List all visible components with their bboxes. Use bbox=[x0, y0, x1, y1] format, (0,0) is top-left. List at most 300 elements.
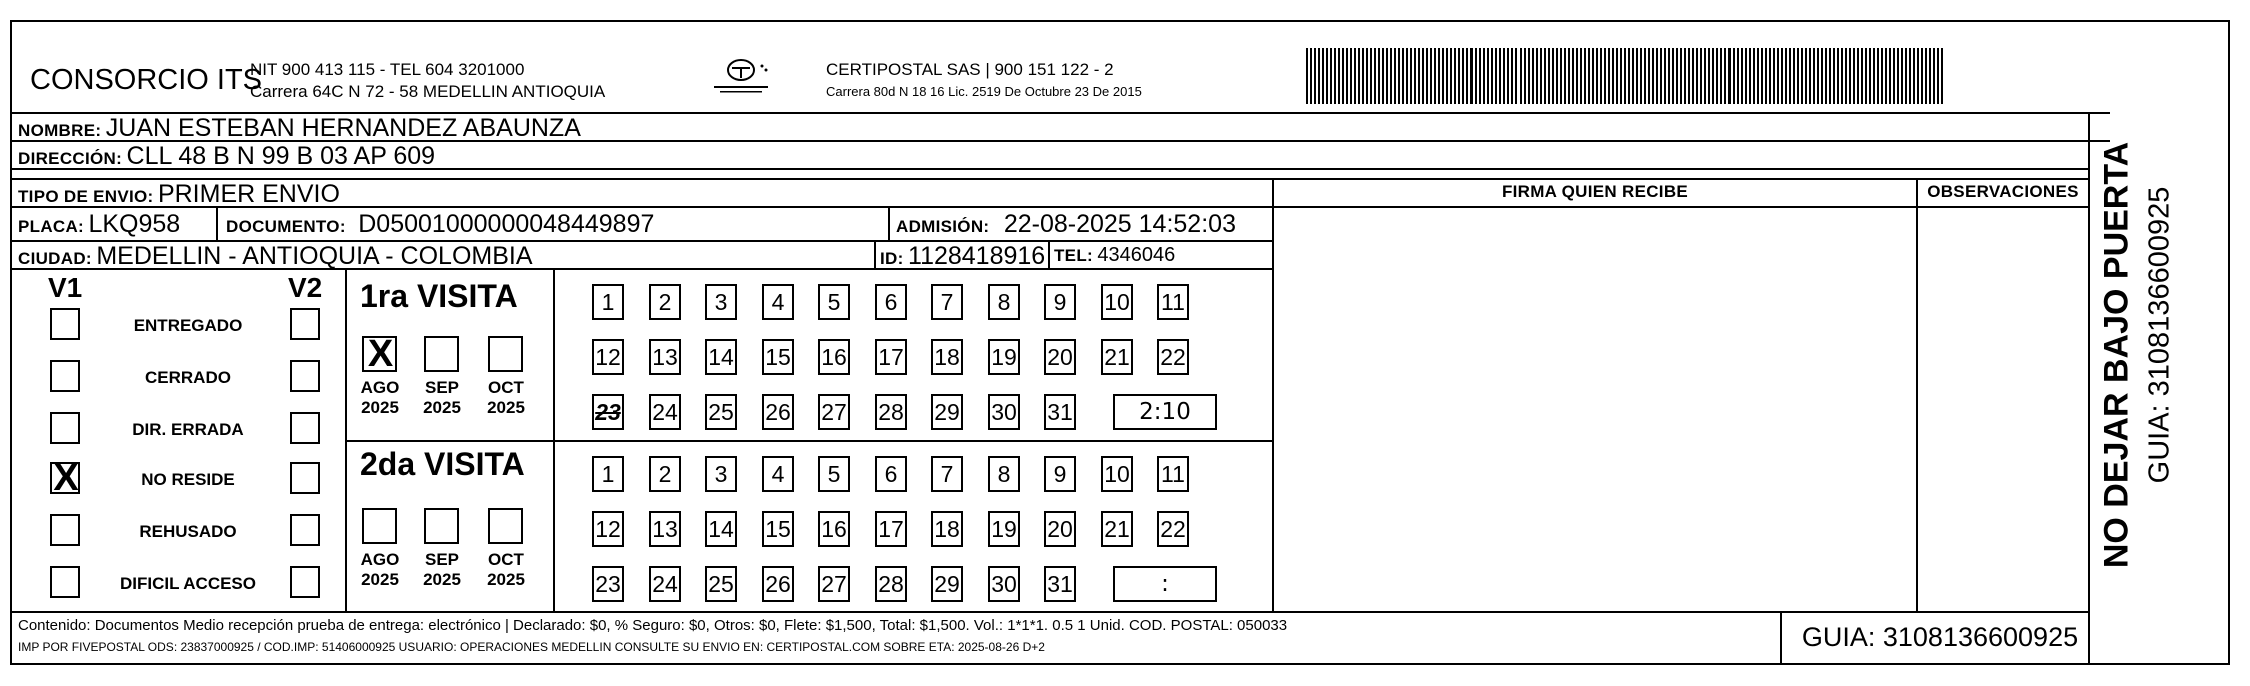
month-checkbox[interactable] bbox=[488, 508, 523, 544]
status-v2-checkbox[interactable] bbox=[290, 412, 320, 444]
day-box[interactable]: 18 bbox=[931, 511, 963, 547]
month-label bbox=[350, 378, 410, 418]
status-v1-checkbox[interactable] bbox=[50, 412, 80, 444]
month-name: SEP bbox=[424, 378, 460, 397]
placa-label: PLACA: bbox=[18, 217, 85, 236]
day-box[interactable]: 18 bbox=[931, 339, 963, 375]
barcode-bar bbox=[1462, 48, 1464, 104]
day-box[interactable]: 5 bbox=[818, 284, 850, 320]
day-box[interactable]: 7 bbox=[931, 284, 963, 320]
barcode-bar bbox=[1668, 48, 1670, 104]
barcode-bar bbox=[1560, 48, 1562, 104]
barcode-bar bbox=[1306, 48, 1308, 104]
barcode-bar bbox=[1386, 48, 1388, 104]
footer-imp: IMP POR FIVEPOSTAL ODS: 23837000925 / COD.IMP: 51406000925 USUARIO: OPERACIONES MEDELLIN CONSULTE SU ENVIO EN: CERTIPOSTAL.COM SOBRE ETA: 2025-08-26 D+2 bbox=[18, 640, 1045, 654]
barcode-bar bbox=[1466, 48, 1468, 104]
barcode-bar bbox=[1398, 48, 1400, 104]
barcode-bar bbox=[1418, 48, 1420, 104]
barcode-bar bbox=[1552, 48, 1554, 104]
barcode-bar bbox=[1660, 48, 1662, 104]
barcode-bar bbox=[1865, 48, 1867, 104]
check-mark-icon: X bbox=[53, 457, 79, 499]
visit2-title: 2da VISITA bbox=[360, 446, 525, 482]
day-box[interactable]: 24 bbox=[649, 566, 681, 602]
barcode-bar bbox=[1929, 48, 1931, 104]
barcode-bar bbox=[1833, 48, 1835, 104]
month-year: 2025 bbox=[487, 398, 525, 417]
barcode-bar bbox=[1604, 48, 1606, 104]
barcode-bar bbox=[1402, 48, 1404, 104]
day-box[interactable]: 29 bbox=[931, 566, 963, 602]
barcode-bar bbox=[1628, 48, 1630, 104]
day-box[interactable]: 14 bbox=[705, 339, 737, 375]
day-box[interactable]: 31 bbox=[1044, 566, 1076, 602]
barcode-bar bbox=[1921, 48, 1923, 104]
barcode-bar bbox=[1632, 48, 1634, 104]
day-box[interactable]: 17 bbox=[875, 339, 907, 375]
barcode-bar bbox=[1941, 48, 1943, 104]
company-nit: NIT 900 413 115 - TEL 604 3201000 bbox=[250, 60, 525, 79]
day-box[interactable]: 12 bbox=[592, 511, 624, 547]
status-v1-checkbox[interactable] bbox=[50, 566, 80, 598]
day-box[interactable]: 16 bbox=[818, 511, 850, 547]
barcode-bar bbox=[1374, 48, 1376, 104]
day-box[interactable]: 16 bbox=[818, 339, 850, 375]
barcode-bar bbox=[1652, 48, 1654, 104]
barcode-bar bbox=[1861, 48, 1863, 104]
month-label bbox=[476, 550, 536, 590]
barcode-bar bbox=[1572, 48, 1574, 104]
id-label: ID: bbox=[880, 249, 904, 268]
carrier-address: Carrera 80d N 18 16 Lic. 2519 De Octubre 23 De 2015 bbox=[826, 84, 1142, 99]
divider bbox=[2088, 112, 2090, 664]
status-v2-checkbox[interactable] bbox=[290, 566, 320, 598]
month-year: 2025 bbox=[361, 398, 399, 417]
barcode-bar bbox=[1905, 48, 1907, 104]
day-box[interactable]: 13 bbox=[649, 511, 681, 547]
id-value: 1128418916 bbox=[908, 242, 1046, 270]
month-name: AGO bbox=[360, 550, 400, 569]
barcode-bar bbox=[1358, 48, 1360, 104]
barcode-bar bbox=[1789, 48, 1791, 104]
barcode-bar bbox=[1354, 48, 1356, 104]
barcode-bar bbox=[1382, 48, 1384, 104]
status-label: CERRADO bbox=[145, 368, 231, 387]
barcode-bar bbox=[1596, 48, 1598, 104]
barcode-bar bbox=[1688, 48, 1690, 104]
ciudad-value: MEDELLIN - ANTIOQUIA - COLOMBIA bbox=[96, 242, 533, 270]
day-box[interactable]: 9 bbox=[1044, 284, 1076, 320]
barcode-bar bbox=[1584, 48, 1586, 104]
divider bbox=[874, 240, 876, 268]
barcode-bar bbox=[1897, 48, 1899, 104]
month-name: OCT bbox=[488, 550, 524, 569]
barcode-bar bbox=[1450, 48, 1452, 104]
barcode-bar bbox=[1893, 48, 1895, 104]
documento-label: DOCUMENTO: bbox=[226, 217, 346, 236]
barcode-bar bbox=[1511, 48, 1513, 104]
barcode-bar bbox=[1620, 48, 1622, 104]
day-box[interactable]: 5 bbox=[818, 456, 850, 492]
day-box[interactable]: 6 bbox=[875, 284, 907, 320]
month-name: SEP bbox=[424, 550, 460, 569]
barcode-bar bbox=[1318, 48, 1320, 104]
barcode-bar bbox=[1616, 48, 1618, 104]
barcode-bar bbox=[1761, 48, 1763, 104]
divider bbox=[1780, 611, 1782, 664]
day-box[interactable]: 13 bbox=[649, 339, 681, 375]
day-box[interactable]: 7 bbox=[931, 456, 963, 492]
barcode-bar bbox=[1636, 48, 1638, 104]
barcode-bar bbox=[1749, 48, 1751, 104]
barcode-bar bbox=[1540, 48, 1542, 104]
day-box[interactable]: 11 bbox=[1157, 456, 1189, 492]
barcode-bar bbox=[1672, 48, 1674, 104]
barcode-bar bbox=[1684, 48, 1686, 104]
company-name: CONSORCIO ITS bbox=[30, 64, 263, 96]
visit1-title: 1ra VISITA bbox=[360, 278, 518, 314]
barcode-bar bbox=[1495, 48, 1497, 104]
barcode-bar bbox=[1410, 48, 1412, 104]
barcode-bar bbox=[1362, 48, 1364, 104]
day-box[interactable]: 4 bbox=[762, 456, 794, 492]
barcode-bar bbox=[1913, 48, 1915, 104]
day-box[interactable]: 26 bbox=[762, 394, 794, 430]
barcode-bar bbox=[1724, 48, 1726, 104]
day-box[interactable]: 14 bbox=[705, 511, 737, 547]
barcode-bar bbox=[1612, 48, 1614, 104]
barcode-bar bbox=[1881, 48, 1883, 104]
barcode-bar bbox=[1515, 48, 1517, 104]
month-year: 2025 bbox=[361, 570, 399, 589]
month-checkbox[interactable] bbox=[488, 336, 523, 372]
day-box[interactable]: 20 bbox=[1044, 339, 1076, 375]
status-label: NO RESIDE bbox=[141, 470, 235, 489]
day-box[interactable]: 10 bbox=[1101, 456, 1133, 492]
barcode-bar bbox=[1342, 48, 1344, 104]
carrier-name: CERTIPOSTAL SAS | 900 151 122 - 2 bbox=[826, 60, 1114, 79]
barcode-bar bbox=[1793, 48, 1795, 104]
tel-label: TEL: bbox=[1054, 246, 1093, 265]
barcode-bar bbox=[1712, 48, 1714, 104]
carrier-logo bbox=[706, 56, 776, 98]
day-box[interactable]: 28 bbox=[875, 566, 907, 602]
status-v2-checkbox[interactable] bbox=[290, 308, 320, 340]
day-box[interactable]: 28 bbox=[875, 394, 907, 430]
barcode-bar bbox=[1438, 48, 1440, 104]
day-box[interactable]: 2 bbox=[649, 456, 681, 492]
barcode-bar bbox=[1825, 48, 1827, 104]
status-v1-checkbox[interactable] bbox=[50, 514, 80, 546]
barcode-bar bbox=[1813, 48, 1815, 104]
day-box[interactable]: 3 bbox=[705, 284, 737, 320]
day-box[interactable]: 2 bbox=[649, 284, 681, 320]
barcode-bar bbox=[1322, 48, 1324, 104]
barcode-bar bbox=[1475, 48, 1477, 104]
barcode-bar bbox=[1841, 48, 1843, 104]
divider bbox=[553, 268, 555, 613]
barcode-bar bbox=[1769, 48, 1771, 104]
barcode-bar bbox=[1564, 48, 1566, 104]
divider bbox=[345, 440, 1272, 442]
divider bbox=[888, 206, 890, 240]
barcode-bar bbox=[1536, 48, 1538, 104]
barcode-bar bbox=[1644, 48, 1646, 104]
day-box[interactable]: 30 bbox=[988, 394, 1020, 430]
barcode-bar bbox=[1503, 48, 1505, 104]
status-label: ENTREGADO bbox=[133, 316, 243, 335]
barcode-bar bbox=[1454, 48, 1456, 104]
barcode-icon bbox=[1306, 48, 1946, 104]
barcode-bar bbox=[1845, 48, 1847, 104]
side-guia-number: GUIA: 3108136600925 bbox=[2143, 186, 2176, 484]
barcode-bar bbox=[1692, 48, 1694, 104]
barcode-bar bbox=[1716, 48, 1718, 104]
barcode-bar bbox=[1624, 48, 1626, 104]
status-v2-checkbox[interactable] bbox=[290, 462, 320, 494]
barcode-bar bbox=[1696, 48, 1698, 104]
footer-guia: GUIA: 3108136600925 bbox=[1801, 622, 2079, 652]
company-address: Carrera 64C N 72 - 58 MEDELLIN ANTIOQUIA bbox=[250, 82, 606, 101]
barcode-bar bbox=[1507, 48, 1509, 104]
barcode-bar bbox=[1885, 48, 1887, 104]
day-box[interactable]: 23 bbox=[592, 394, 624, 430]
barcode-bar bbox=[1470, 48, 1473, 104]
barcode-bar bbox=[1708, 48, 1710, 104]
day-box[interactable]: 3 bbox=[705, 456, 737, 492]
day-box[interactable]: 30 bbox=[988, 566, 1020, 602]
divider bbox=[10, 611, 2090, 613]
tipo-envio-value: PRIMER ENVIO bbox=[157, 180, 340, 208]
barcode-bar bbox=[1753, 48, 1755, 104]
barcode-bar bbox=[1520, 48, 1522, 104]
barcode-bar bbox=[1765, 48, 1767, 104]
day-box[interactable]: 27 bbox=[818, 394, 850, 430]
day-box[interactable]: 6 bbox=[875, 456, 907, 492]
divider bbox=[216, 206, 218, 240]
day-box[interactable]: 22 bbox=[1157, 339, 1189, 375]
barcode-bar bbox=[1479, 48, 1481, 104]
barcode-bar bbox=[1805, 48, 1807, 104]
no-dejar-bajo-puerta: NO DEJAR BAJO PUERTA bbox=[2097, 141, 2136, 569]
status-v1-checkbox[interactable] bbox=[50, 308, 80, 340]
divider bbox=[1048, 240, 1050, 268]
day-box[interactable]: 22 bbox=[1157, 511, 1189, 547]
barcode-bar bbox=[1548, 48, 1550, 104]
day-box[interactable]: 24 bbox=[649, 394, 681, 430]
barcode-bar bbox=[1426, 48, 1428, 104]
barcode-bar bbox=[1869, 48, 1871, 104]
barcode-bar bbox=[1757, 48, 1759, 104]
barcode-bar bbox=[1390, 48, 1392, 104]
month-checkbox[interactable] bbox=[424, 336, 459, 372]
barcode-bar bbox=[1704, 48, 1706, 104]
day-box[interactable]: 8 bbox=[988, 456, 1020, 492]
barcode-bar bbox=[1487, 48, 1489, 104]
barcode-bar bbox=[1608, 48, 1610, 104]
barcode-bar bbox=[1797, 48, 1799, 104]
barcode-bar bbox=[1532, 48, 1534, 104]
barcode-bar bbox=[1917, 48, 1919, 104]
barcode-bar bbox=[1857, 48, 1859, 104]
day-box[interactable]: 19 bbox=[988, 511, 1020, 547]
barcode-bar bbox=[1580, 48, 1582, 104]
barcode-bar bbox=[1499, 48, 1501, 104]
barcode-bar bbox=[1837, 48, 1839, 104]
barcode-bar bbox=[1326, 48, 1328, 104]
barcode-bar bbox=[1446, 48, 1448, 104]
day-box[interactable]: 15 bbox=[762, 511, 794, 547]
time-box[interactable]: : bbox=[1113, 566, 1217, 602]
divider bbox=[1916, 178, 1918, 613]
barcode-bar bbox=[1406, 48, 1408, 104]
barcode-bar bbox=[1821, 48, 1823, 104]
status-label: DIR. ERRADA bbox=[132, 420, 244, 439]
barcode-bar bbox=[1350, 48, 1352, 104]
barcode-bar bbox=[1556, 48, 1558, 104]
barcode-bar bbox=[1334, 48, 1336, 104]
admision-value: 22-08-2025 14:52:03 bbox=[1003, 210, 1236, 238]
barcode-bar bbox=[1588, 48, 1590, 104]
barcode-bar bbox=[1640, 48, 1642, 104]
day-box[interactable]: 21 bbox=[1101, 339, 1133, 375]
time-box[interactable]: 2:10 bbox=[1113, 394, 1217, 430]
direccion-value: CLL 48 B N 99 B 03 AP 609 bbox=[126, 142, 436, 170]
month-checkbox[interactable] bbox=[424, 508, 459, 544]
barcode-bar bbox=[1414, 48, 1416, 104]
status-label: REHUSADO bbox=[139, 522, 237, 541]
barcode-bar bbox=[1394, 48, 1396, 104]
barcode-bar bbox=[1458, 48, 1460, 104]
barcode-bar bbox=[1781, 48, 1783, 104]
direccion-label: DIRECCIÓN: bbox=[18, 149, 123, 168]
status-label: DIFICIL ACCESO bbox=[119, 574, 256, 593]
observaciones-label: OBSERVACIONES bbox=[1927, 182, 2079, 201]
barcode-bar bbox=[1817, 48, 1819, 104]
tel-value: 4346046 bbox=[1097, 244, 1176, 266]
barcode-bar bbox=[1576, 48, 1578, 104]
barcode-bar bbox=[1442, 48, 1444, 104]
ciudad-label: CIUDAD: bbox=[18, 249, 92, 268]
day-box[interactable]: 29 bbox=[931, 394, 963, 430]
barcode-bar bbox=[1877, 48, 1879, 104]
barcode-bar bbox=[1592, 48, 1594, 104]
barcode-bar bbox=[1430, 48, 1432, 104]
month-label bbox=[412, 378, 472, 418]
month-name: OCT bbox=[488, 378, 524, 397]
nombre-label: NOMBRE: bbox=[18, 121, 102, 140]
month-year: 2025 bbox=[487, 570, 525, 589]
day-box[interactable]: 1 bbox=[592, 284, 624, 320]
month-year: 2025 bbox=[423, 570, 461, 589]
barcode-bar bbox=[1524, 48, 1526, 104]
day-box[interactable]: 20 bbox=[1044, 511, 1076, 547]
side-guia bbox=[2140, 120, 2180, 550]
barcode-bar bbox=[1338, 48, 1340, 104]
day-box[interactable]: 25 bbox=[705, 566, 737, 602]
barcode-bar bbox=[1873, 48, 1875, 104]
barcode-bar bbox=[1925, 48, 1927, 104]
day-box[interactable]: 4 bbox=[762, 284, 794, 320]
barcode-bar bbox=[1909, 48, 1911, 104]
status-v1-checkbox[interactable] bbox=[50, 360, 80, 392]
divider bbox=[1272, 178, 1274, 613]
month-year: 2025 bbox=[423, 398, 461, 417]
status-v1-checkbox[interactable] bbox=[50, 457, 80, 499]
day-box[interactable]: 8 bbox=[988, 284, 1020, 320]
day-box[interactable]: 15 bbox=[762, 339, 794, 375]
barcode-bar bbox=[1889, 48, 1891, 104]
month-checkbox[interactable] bbox=[362, 333, 397, 375]
check-mark-icon: X bbox=[367, 333, 394, 375]
side-warning bbox=[2092, 120, 2142, 590]
barcode-bar bbox=[1366, 48, 1368, 104]
barcode-bar bbox=[1785, 48, 1787, 104]
v1-label: V1 bbox=[48, 272, 83, 303]
day-box[interactable]: 9 bbox=[1044, 456, 1076, 492]
barcode-bar bbox=[1346, 48, 1348, 104]
firma-label: FIRMA QUIEN RECIBE bbox=[1501, 182, 1689, 201]
day-box[interactable]: 1 bbox=[592, 456, 624, 492]
divider bbox=[345, 268, 347, 613]
day-box[interactable]: 21 bbox=[1101, 511, 1133, 547]
barcode-bar bbox=[1720, 48, 1722, 104]
barcode-bar bbox=[1491, 48, 1493, 104]
barcode-bar bbox=[1330, 48, 1332, 104]
barcode-bar bbox=[1676, 48, 1678, 104]
barcode-bar bbox=[1568, 48, 1570, 104]
barcode-bar bbox=[1648, 48, 1650, 104]
day-box[interactable]: 10 bbox=[1101, 284, 1133, 320]
barcode-bar bbox=[1544, 48, 1546, 104]
barcode-bar bbox=[1434, 48, 1436, 104]
barcode-bar bbox=[1773, 48, 1775, 104]
barcode-bar bbox=[1310, 48, 1312, 104]
month-checkbox[interactable] bbox=[362, 508, 397, 544]
barcode-bar bbox=[1829, 48, 1831, 104]
status-v2-checkbox[interactable] bbox=[290, 514, 320, 546]
barcode-bar bbox=[1528, 48, 1530, 104]
barcode-bar bbox=[1937, 48, 1939, 104]
barcode-bar bbox=[1600, 48, 1602, 104]
barcode-bar bbox=[1741, 48, 1743, 104]
month-name: AGO bbox=[360, 378, 400, 397]
day-box[interactable]: 19 bbox=[988, 339, 1020, 375]
barcode-bar bbox=[1745, 48, 1747, 104]
month-label bbox=[476, 378, 536, 418]
month-label bbox=[412, 550, 472, 590]
day-box[interactable]: 26 bbox=[762, 566, 794, 602]
barcode-bar bbox=[1680, 48, 1682, 104]
day-box[interactable]: 11 bbox=[1157, 284, 1189, 320]
barcode-bar bbox=[1737, 48, 1739, 104]
barcode-bar bbox=[1849, 48, 1851, 104]
day-box[interactable]: 27 bbox=[818, 566, 850, 602]
barcode-bar bbox=[1809, 48, 1811, 104]
day-box[interactable]: 17 bbox=[875, 511, 907, 547]
barcode-bar bbox=[1777, 48, 1779, 104]
nombre-value: JUAN ESTEBAN HERNANDEZ ABAUNZA bbox=[105, 114, 581, 142]
status-v2-checkbox[interactable] bbox=[290, 360, 320, 392]
barcode-bar bbox=[1370, 48, 1372, 104]
barcode-bar bbox=[1853, 48, 1855, 104]
admision-label: ADMISIÓN: bbox=[896, 217, 990, 236]
day-box[interactable]: 31 bbox=[1044, 394, 1076, 430]
barcode-bar bbox=[1901, 48, 1903, 104]
day-box[interactable]: 25 bbox=[705, 394, 737, 430]
day-box[interactable]: 12 bbox=[592, 339, 624, 375]
day-box[interactable]: 23 bbox=[592, 566, 624, 602]
